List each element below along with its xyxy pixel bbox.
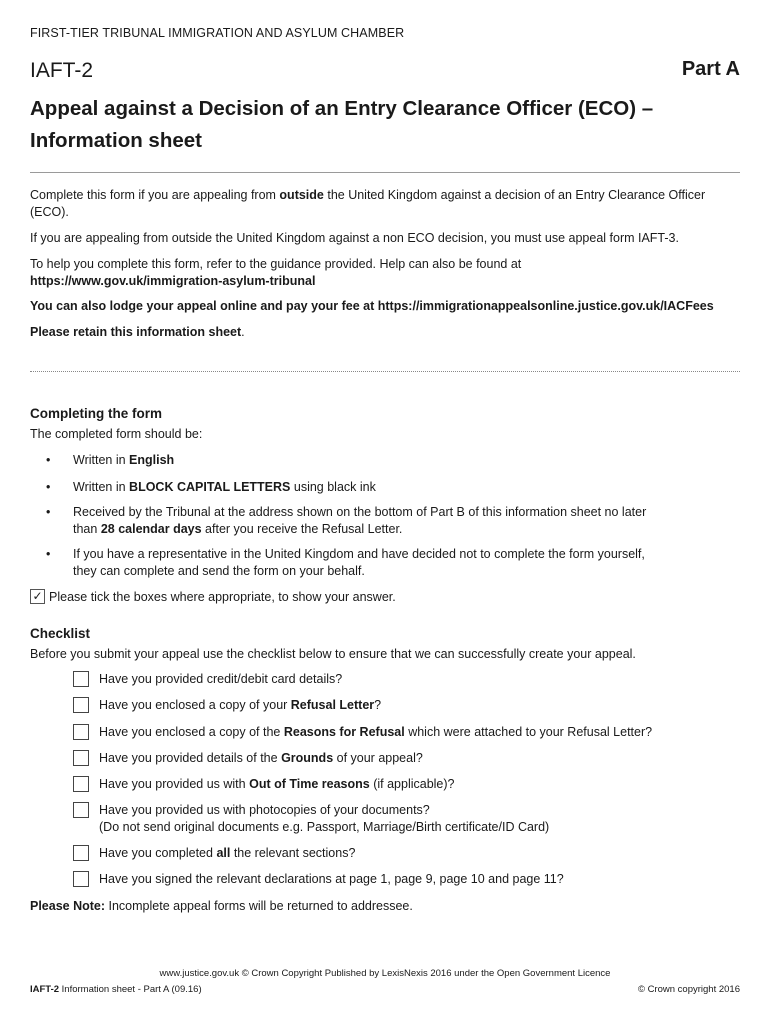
checklist-item-grounds: Have you provided details of the Grounds of your appeal?: [99, 751, 423, 765]
checklist-item-declarations: Have you signed the relevant declarations at page 1, page 9, page 10 and page 11?: [99, 872, 564, 886]
checklist-item-refusal-letter: Have you enclosed a copy of your Refusal Letter?: [99, 698, 382, 712]
checklist-item-card-details: Have you provided credit/debit card details?: [99, 672, 343, 686]
chamber-name: FIRST-TIER TRIBUNAL IMMIGRATION AND ASYLUM CHAMBER: [30, 26, 405, 40]
tick-instruction: Please tick the boxes where appropriate, to show your answer.: [49, 590, 396, 604]
checkbox-reasons-for-refusal[interactable]: [73, 724, 89, 740]
bullet-icon: •: [46, 547, 51, 561]
part-label: Part A: [681, 58, 740, 80]
intro-paragraph-2: If you are appealing from outside the United Kingdom against a non ECO decision, you must use appeal form IAFT-3.: [30, 231, 679, 245]
intro-paragraph-3: To help you complete this form, refer to the guidance provided. Help can also be found at https://www.gov.uk/immigration-asylum-tribunal: [30, 256, 742, 290]
dotted-divider: [30, 371, 740, 372]
bullet-icon: •: [46, 453, 51, 467]
bullet-icon: •: [46, 505, 51, 519]
divider: [30, 172, 740, 173]
bullet-icon: •: [46, 480, 51, 494]
checklist-heading: Checklist: [30, 626, 91, 641]
checklist-item-out-of-time: Have you provided us with Out of Time reasons (if applicable)?: [99, 777, 455, 791]
checklist-intro: Before you submit your appeal use the checklist below to ensure that we can successfully create your appeal.: [30, 647, 636, 661]
online-lodge-notice[interactable]: You can also lodge your appeal online and pay your fee at https://immigrationappealsonline.justice.gov.uk/IACFees: [30, 299, 714, 313]
checkbox-all-sections[interactable]: [73, 845, 89, 861]
checklist-item-all-sections: Have you completed all the relevant sections?: [99, 846, 356, 860]
form-code: IAFT-2: [30, 59, 94, 82]
checkbox-refusal-letter[interactable]: [73, 697, 89, 713]
bullet-deadline: Received by the Tribunal at the address shown on the bottom of Part B of this information sheet no later than 28 calendar days after you receive the Refusal Letter.: [73, 505, 647, 536]
checkbox-grounds[interactable]: [73, 750, 89, 766]
bullet-english: Written in English: [73, 453, 175, 467]
checkbox-card-details[interactable]: [73, 671, 89, 687]
checkbox-out-of-time[interactable]: [73, 776, 89, 792]
title-line-1: Appeal against a Decision of an Entry Clearance Officer (ECO) –: [30, 97, 654, 120]
checkmark-icon: ✓: [30, 589, 45, 604]
checkbox-declarations[interactable]: [73, 871, 89, 887]
title-line-2: Information sheet: [30, 129, 202, 152]
intro-paragraph-1: Complete this form if you are appealing from outside the United Kingdom against a decision of an Entry Clearance Officer (ECO).: [30, 188, 706, 219]
bullet-representative: If you have a representative in the United Kingdom and have decided not to complete the form yourself, they can complete and send the form on your behalf.: [73, 547, 645, 578]
completing-subheading: The completed form should be:: [30, 427, 203, 441]
checkbox-photocopies[interactable]: [73, 802, 89, 818]
checklist-item-photocopies: Have you provided us with photocopies of your documents? (Do not send original documents e.g. Passport, Marriage/Birth certificate/ID Card): [99, 803, 550, 834]
completing-heading: Completing the form: [30, 406, 162, 421]
footer-licence: www.justice.gov.uk © Crown Copyright Published by LexisNexis 2016 under the Open Government Licence: [159, 968, 611, 979]
retain-notice: Please retain this information sheet.: [30, 325, 245, 339]
page-title: [30, 93, 653, 157]
bullet-capitals: Written in BLOCK CAPITAL LETTERS using black ink: [73, 480, 376, 494]
footer-form-id: IAFT-2 Information sheet - Part A (09.16): [30, 984, 202, 995]
please-note: Please Note: Incomplete appeal forms will be returned to addressee.: [30, 899, 413, 913]
guidance-link[interactable]: https://www.gov.uk/immigration-asylum-tribunal: [30, 274, 316, 288]
footer-copyright: © Crown copyright 2016: [637, 984, 740, 995]
checklist-item-reasons-for-refusal: Have you enclosed a copy of the Reasons for Refusal which were attached to your Refusal Letter?: [99, 725, 653, 739]
